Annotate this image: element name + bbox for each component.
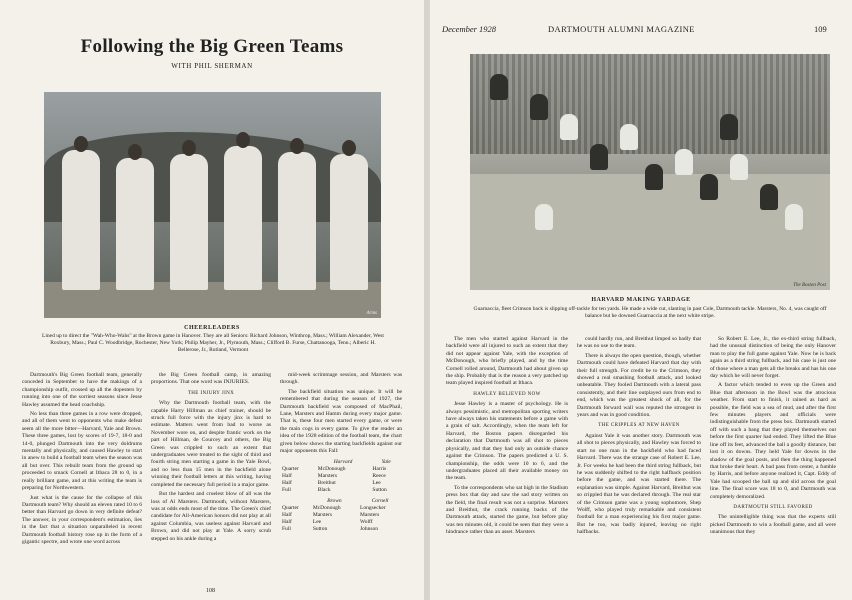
paragraph: No less than three games in a row were dropped, and all of them went to opponents who make defeat seem all the more bitter—Harvard, Yale and Brown. These three games, lost by scores of 19-7, 18-0 and 14-0, plunged Dartmouth into the very doldrums mentally and physically, and caused Hawley to start in anew to build a football team when the season was all but over. This rebuilt team from the ground up proceeded to smack Cornell at Ithaca 28 to 0, in a really brilliant game, and at this writing the team is preparing for Northwestern. (22, 411, 142, 492)
paragraph: Dartmouth's Big Green football team, generally conceded in September to have the makings of a championship outfit, crossed up all the dopesters by running into one of the sorriest seasons since Jesse Hawley assumed the head coachship. (22, 372, 142, 408)
table-row: Half Breithut Lee (282, 480, 381, 487)
photo-caption-title: CHEERLEADERS (184, 325, 240, 331)
article-title: Following the Big Green Teams (80, 36, 344, 57)
paragraph: The men who started against Harvard in the backfield were all injured to such an extent that they did not appear against Yale, with the exception of McDonough, who briefly played, and by the time Cornell rolled around, Dartmouth had about given up the ship. Probably that is the reason a very patched up team played inspired football at Ithaca. (446, 336, 568, 387)
paragraph: There is always the open question, though, whether Dartmouth could have defeated Harvard that day with their full strength. For credit be to the Crimson, they showed a real smashing football attack, and looked unbeatable. They fooled Dartmouth with a lateral pass consistently, and their line outplayed ours from end to end, which was the greatest shock of all, for the Dartmouth forward wall was reputed the strongest in years and was in good condition. (577, 352, 701, 419)
section-subhead: DARTMOUTH STILL FAVORED (733, 504, 813, 510)
section-subhead: HAWLEY BELIEVED NOW (473, 391, 541, 397)
cheerleaders-photo (44, 92, 381, 318)
table-row: Quarter McDonough Longsecker (282, 505, 386, 512)
paragraph: But the hardest and cruelest blow of all was the loss of Al Marsters. Dartmouth, without Marsters, was at odds ends most of the time. The Green's chief candidate for All-American honors did not play at all against Columbia, was useless against Harvard and Brown, and did not play at Yale. A sorry scrub stepped on his ankle during a (151, 491, 271, 542)
paragraph: Jesse Hawley is a master of psychology. He is always pessimistic, and metropolitan sporting writers have always taken his statements before a game with a grain of salt. Accordingly, when the team left for Harvard, the Boston papers disregarded his declaration that Dartmouth was all shot to pieces physically, and that they had only an outside chance against the Crimson. The papers predicted a U. S. championship, the odds were 10 to 6, and the undergraduates placed all their available money on the team. (446, 401, 568, 482)
right-column-1 (446, 336, 568, 539)
football-game-photo (470, 54, 830, 290)
photo-caption-text: Guarnaccia, fleet Crimson back is slipping off-tackle for ten yards. He made a wide cut, slanting in past Cole, Dartmouth tackle. Marsters, No. 4, was caught off balance but he downed Guarnaccia at the next white stripe. (473, 306, 827, 319)
table-row: Half Marsters Marsters (282, 512, 380, 519)
paragraph: Just what is the cause for the collapse of this Dartmouth team? Why should an eleven rated 10 to 6 better than Harvard go down in very definite defeat? The answer, in your correspondent's estimation, lies in the fact that a situation unparalleled in recent Dartmouth football history rose up in the form of a gigantic spectre, and wrote one word across (22, 494, 142, 545)
magazine-name: DARTMOUTH ALUMNI MAGAZINE (548, 24, 695, 34)
article-byline: WITH PHIL SHERMAN (171, 62, 253, 70)
table-row: Half Marsters Reece (282, 473, 386, 480)
section-subhead: THE CRIPPLES AT NEW HAVEN (598, 423, 680, 429)
section-subhead: THE INJURY JINX (187, 390, 235, 396)
paragraph: mid-week scrimmage session, and Marsters was through. (280, 372, 402, 386)
photo-caption-text: Lined up to direct the "Wah-Who-Wahs" at the Brown game in Hanover. They are all Seniors: Richard Johnson, Winthrop, Mass.; William Alexander, West Roxbury, Mass.; Paul C. Woodbridge, Rochester, New York; Philip Mayher, Jr., Plymouth, Mass.; Clifford B. Furse, Chattanooga, Tenn.; Alberic H. Bellerose, Jr., Rutland, Vermont (42, 333, 384, 353)
page-number: 108 (206, 588, 215, 594)
issue-date: December 1928 (442, 24, 497, 34)
right-column-3 (710, 336, 836, 539)
left-column-3 (280, 372, 402, 533)
paragraph: Against Yale it was another story. Dartmouth was all shot to pieces physically, and Hawley was forced to start no one man in the backfield who had faced Harvard. There was the strange case of Robert E. Lee, Jr. For weeks he had been the third string fullback, but he was suddenly shifted to the right halfback position before the game, and was started there. The explanation was simple. Against Harvard, Breithut was so crippled that he was declared through. The real star of the Crimson game was a young sophomore, Shep Wolff, who played truly remarkable and consistent football for a man experiencing his first major game. But he too, was badly injured, leaving no right halfbacks. (577, 432, 701, 536)
lineup-header: Harvard (333, 459, 353, 466)
paragraph: The backfield situation was unique. It will be remembered that during the season of 1927, the Dartmouth backfield was composed of MacPhail, Lane, Marsters and Hamm during every major game. That is, these four men started every game, or were the main cogs in every game. To give the reader an idea of the 1928 edition of the football team, the chart given below shows the starting backfields against our major opponents this Fall: (280, 388, 402, 455)
lineup-header: Brown (327, 498, 342, 505)
table-row: Quarter McDonough Harris (282, 466, 387, 473)
paragraph: could hardly run, and Breithut limped so badly that he was no use to the team. (577, 336, 701, 350)
table-row: Full Sutton Johnson (282, 526, 379, 533)
paragraph: A factor which tended to even up the Green and Blue that afternoon in the Bowl was the atrocious weather. From start to finish, it rained as hard as possible, the field was a sea of mud, and after the first few minutes players and officials were indistinguishable from the press box. Dartmouth started off with such a bang that they played themselves out before the first quarter had ended. They lifted the Blue line off its feet, advanced the ball a goodly distance, but lost it on downs. They held Yale for downs in the shadow of the goal posts, and then the thing happened that broke their heart. A bad pass from center, a fumble by Harris, and before anyone realized it, Capt. Eddy of Yale had scooped the ball up and slid across the goal line. The final score was 18 to 0, and Dartmouth was completely demoralized. (710, 382, 836, 500)
paragraph: To the correspondents who sat high in the Stadium press box that day and saw the sad story written on the field, the final result was not a surprise. Marsters and Breithut, the crack running backs of the Dartmouth attack, started the game, but before play was ten minutes old, it could be seen that they were a hindrance rather than an asset. Marsters (446, 484, 568, 536)
paragraph: the Big Green football camp, in amazing proportions. That one word was INJURIES. (151, 372, 271, 386)
lineup-table-brown-cornell (280, 498, 402, 533)
right-column-2 (577, 336, 701, 539)
photo-credit: The Boston Post (793, 283, 826, 288)
page-number: 109 (814, 24, 827, 34)
photo-credit: Arms (366, 311, 377, 316)
left-column-1 (22, 372, 142, 548)
lineup-header: Yale (381, 459, 391, 466)
paragraph: So Robert E. Lee, Jr., the ex-third string fullback, had the unusual distinction of being the only Hanover man to play the full game against Yale. Now he is back again as a third string fullback, and his case is just one of those where a man gets all the breaks and has his one day which he will never forget. (710, 336, 836, 380)
paragraph: Why the Dartmouth football team, with the capable Harry Hillman as chief trainer, should be struck full force with the injury jinx is hard to estimate. Matters went from bad to worse as November wore on, and despite frantic work on the part of Hillman, de Courcey and others, the Big Green was crippled to such an extent that undergraduates were treated to the sight of third and fourth string men starting a game in the Yale Bowl, and no less than 15 men in the backfield alone winning their football letters at this writing, having completed the necessary full period in a major game. (151, 400, 271, 488)
lineup-header: Cornell (371, 498, 389, 505)
left-column-2 (151, 372, 271, 545)
paragraph: The unintelligible thing was that the experts still picked Dartmouth to win a football game, and all were unanimous that they (710, 514, 836, 536)
lineup-table-harvard-yale (280, 459, 402, 494)
table-row: Full Black Sutton (282, 487, 387, 494)
table-row: Half Lee Wolff (282, 519, 373, 526)
photo-caption-title: HARVARD MAKING YARDAGE (591, 297, 691, 303)
